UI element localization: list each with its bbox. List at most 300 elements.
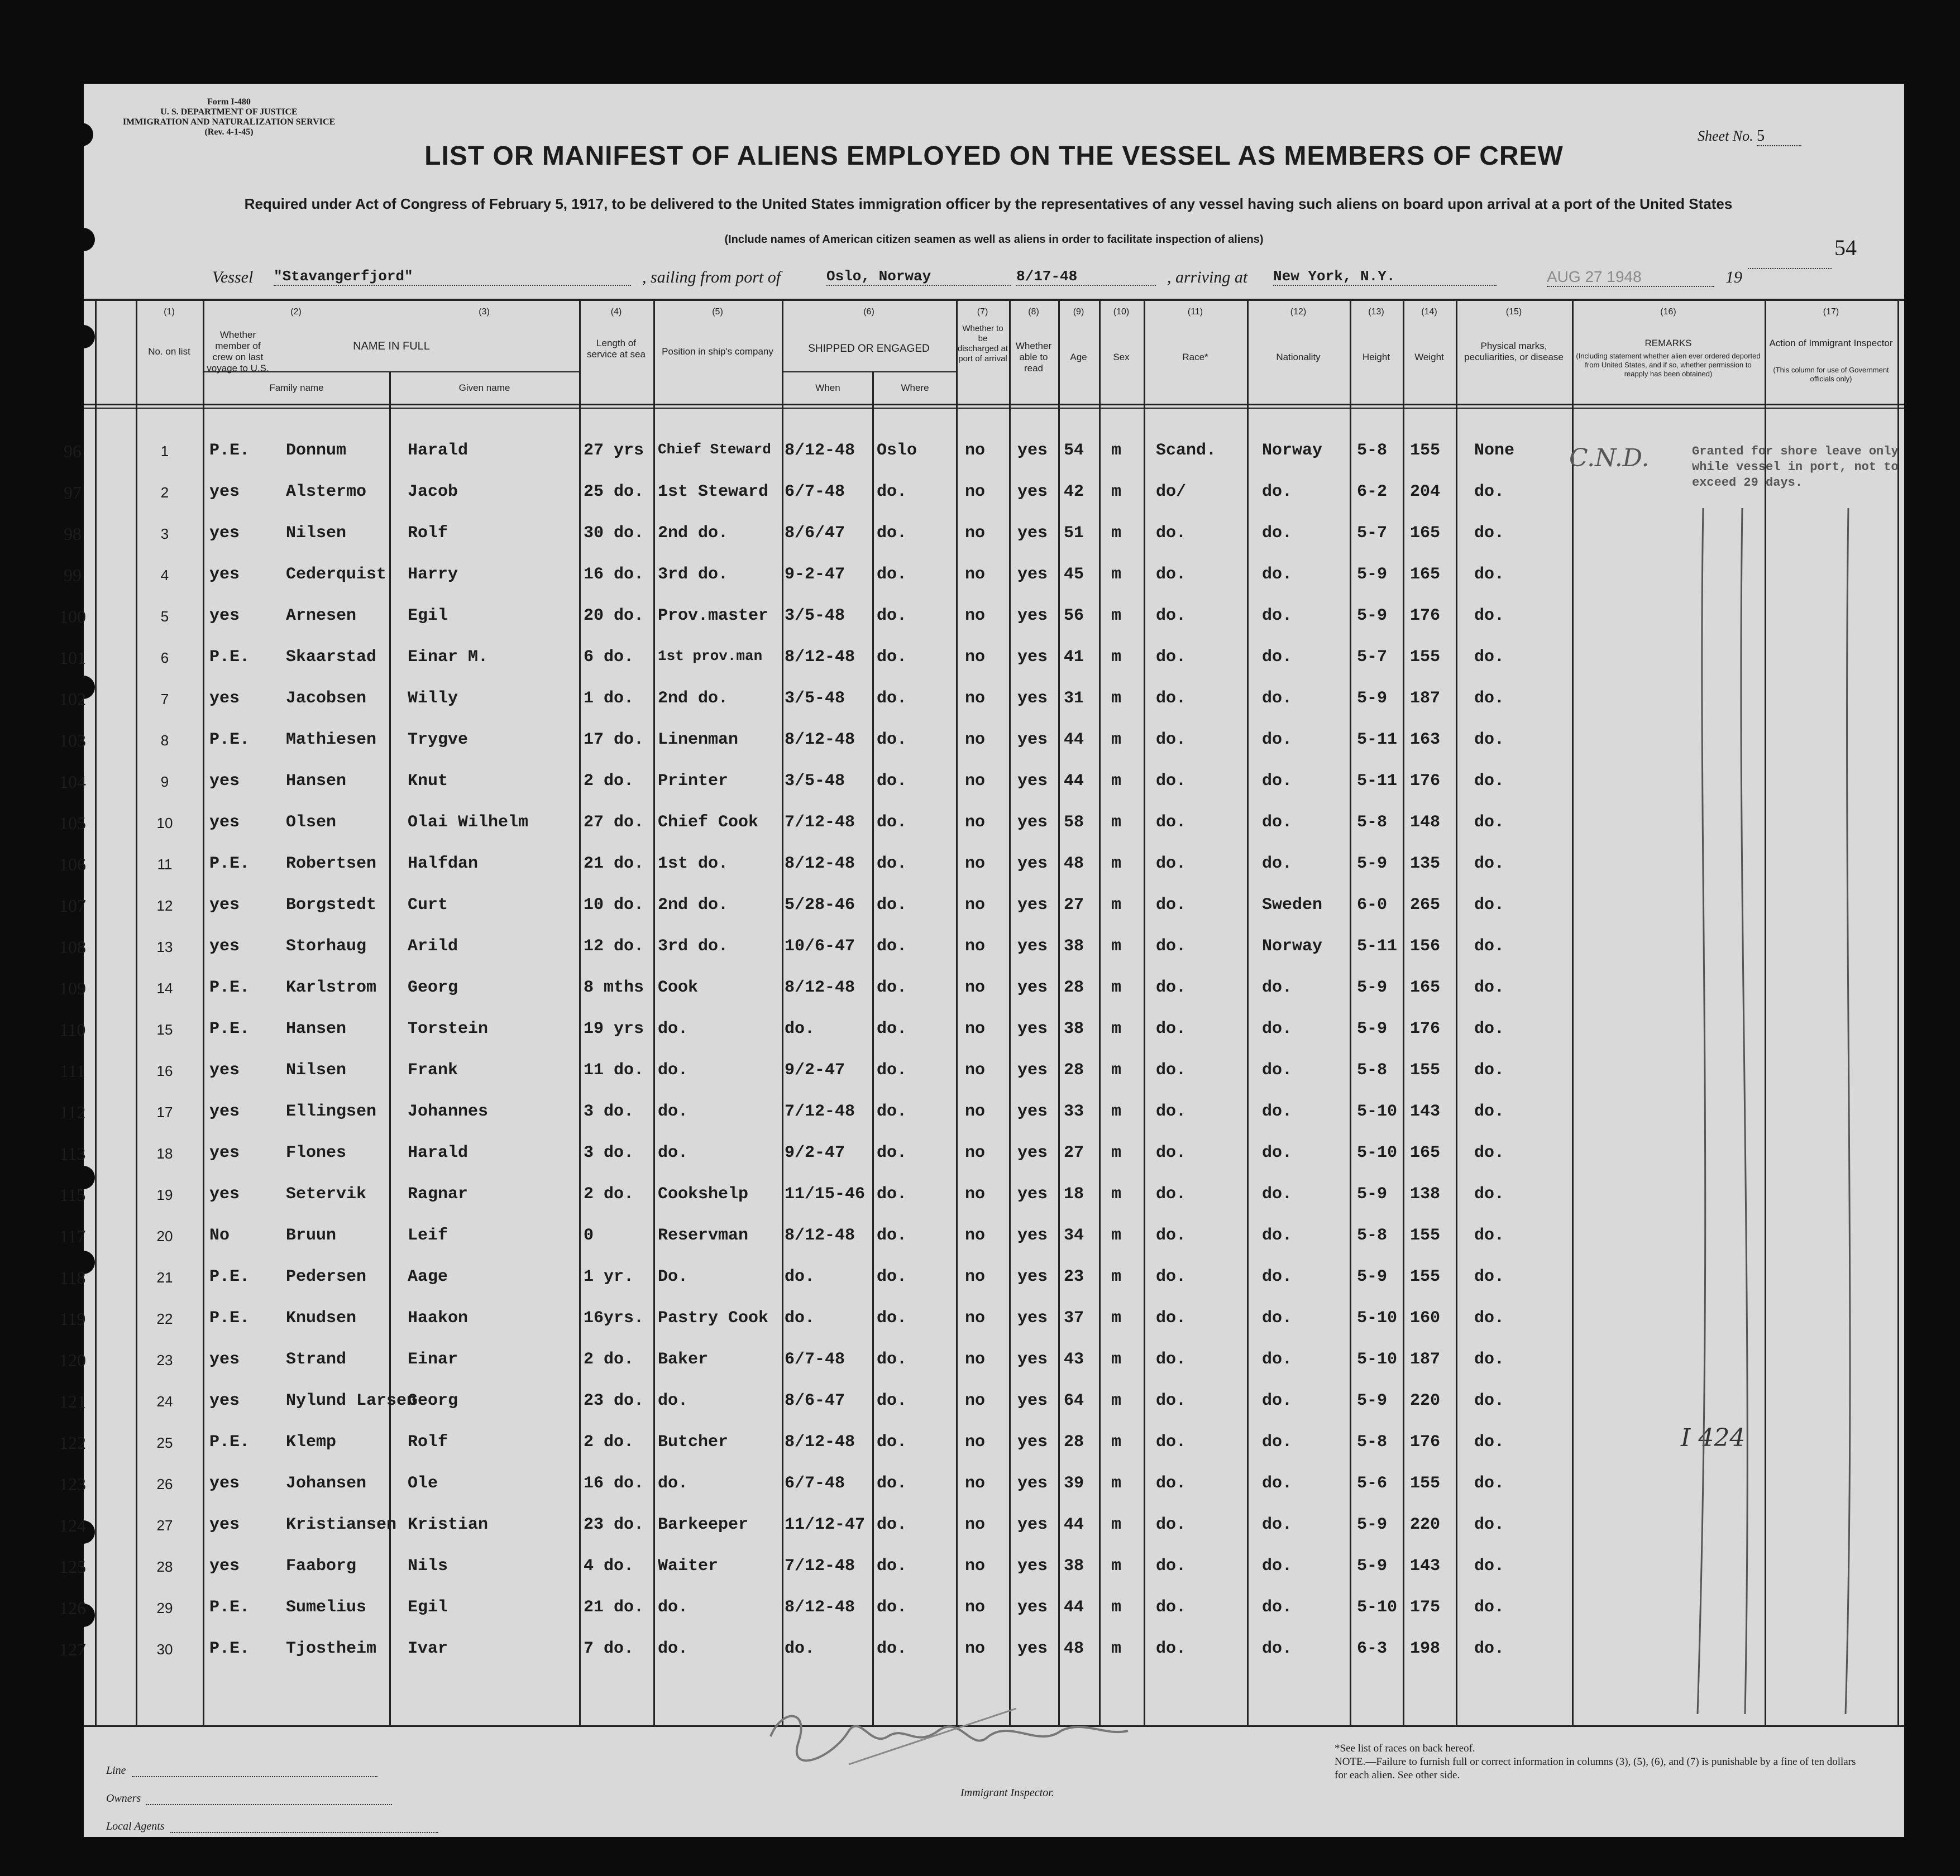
race: do. [1156,896,1187,915]
family-name: Olsen [286,813,337,832]
family-name: Pedersen [286,1267,367,1286]
height: 5-10 [1357,1598,1398,1617]
age: 27 [1064,896,1084,915]
nationality: do. [1262,482,1293,501]
shipped-where: do. [877,606,907,625]
age: 39 [1064,1474,1084,1493]
physical-marks: do. [1474,1391,1505,1410]
line-number: 122 [59,1433,86,1453]
footer-agents-label: Local Agents [106,1820,165,1832]
physical-marks: do. [1474,648,1505,667]
able-to-read: yes [1017,896,1048,915]
discharged: no [965,689,986,708]
able-to-read: yes [1017,1143,1048,1162]
list-number: 30 [156,1641,173,1658]
shipped-when: do. [785,1267,815,1286]
discharged: no [965,606,986,625]
col-14-num: (14) [1421,307,1437,317]
sex: m [1111,1020,1122,1038]
age: 54 [1064,441,1084,460]
length-of-service: 0 [584,1226,594,1245]
col-rule [872,371,874,1725]
height: 6-2 [1357,482,1388,501]
shipped-when: 8/12-48 [785,1598,855,1617]
shipped-where: do. [877,1226,907,1245]
family-name: Johansen [286,1474,367,1493]
crew-last-voyage: P.E. [209,854,250,873]
discharged: no [965,1350,986,1369]
sex: m [1111,937,1122,956]
shipped-when: do. [785,1639,815,1658]
height: 5-9 [1357,1557,1388,1576]
sex: m [1111,1102,1122,1121]
position: Butcher [658,1433,729,1452]
given-name: Frank [408,1061,458,1080]
shipped-where: do. [877,730,907,749]
shipped-where: do. [877,1433,907,1452]
age: 42 [1064,482,1084,501]
length-of-service: 2 do. [584,1350,634,1369]
weight: 220 [1410,1515,1441,1534]
crew-last-voyage: yes [209,813,240,832]
crew-last-voyage: yes [209,1350,240,1369]
footer-notes [1335,1742,1871,1782]
physical-marks: do. [1474,482,1505,501]
col-2-num: (2) [290,307,302,317]
physical-marks: do. [1474,1061,1505,1080]
height: 5-11 [1357,730,1398,749]
family-name: Kristiansen [286,1515,397,1534]
sex: m [1111,813,1122,832]
given-name: Harry [408,565,458,584]
nationality: do. [1262,1143,1293,1162]
shipped-when: 3/5-48 [785,772,845,791]
col-3-label: NAME IN FULL [353,340,430,352]
able-to-read: yes [1017,1557,1048,1576]
sex: m [1111,1391,1122,1410]
position: do. [658,1639,689,1658]
position: 3rd do. [658,937,729,956]
length-of-service: 2 do. [584,772,634,791]
age: 48 [1064,854,1084,873]
length-of-service: 25 do. [584,482,644,501]
position: Barkeeper [658,1515,749,1534]
shipped-where: do. [877,565,907,584]
col-7-num: (7) [977,307,988,317]
weight: 176 [1410,772,1441,791]
weight: 187 [1410,689,1441,708]
able-to-read: yes [1017,1061,1048,1080]
age: 44 [1064,1515,1084,1534]
shipped-when: 7/12-48 [785,1102,855,1121]
list-number: 26 [156,1476,173,1492]
position: do. [658,1391,689,1410]
col-rule [95,299,97,1725]
given-name: Aage [408,1267,448,1286]
discharged: no [965,854,986,873]
weight: 198 [1410,1639,1441,1658]
col-12-label: Nationality [1276,352,1321,362]
family-name: Alstermo [286,482,367,501]
line-number: 125 [59,1557,86,1577]
length-of-service: 1 do. [584,689,634,708]
height: 5-10 [1357,1350,1398,1369]
given-name: Olai Wilhelm [408,813,529,832]
age: 38 [1064,937,1084,956]
weight: 155 [1410,1267,1441,1286]
physical-marks: do. [1474,1185,1505,1204]
shipped-when: 11/15-46 [785,1185,866,1204]
penalty-note: NOTE.—Failure to furnish full or correct information in columns (3), (5), (6), and (7) is punishable by a fine of ten dollars for each alien. See other side. [1335,1756,1856,1781]
crew-last-voyage: P.E. [209,1639,250,1658]
line-number: 119 [59,1309,86,1329]
position: do. [658,1474,689,1493]
sex: m [1111,1474,1122,1493]
discharged: no [965,1598,986,1617]
race: do. [1156,854,1187,873]
nationality: do. [1262,1474,1293,1493]
weight: 176 [1410,1433,1441,1452]
line-number: 111 [60,1061,85,1081]
nationality: do. [1262,689,1293,708]
height: 5-9 [1357,606,1388,625]
given-name: Ragnar [408,1185,469,1204]
list-number: 27 [156,1517,173,1534]
weight: 165 [1410,978,1441,997]
height: 5-9 [1357,978,1388,997]
col-15-num: (15) [1505,307,1522,317]
nationality: Norway [1262,441,1323,460]
line-number: 113 [59,1143,86,1164]
page-title: LIST OR MANIFEST OF ALIENS EMPLOYED ON THE VESSEL AS MEMBERS OF CREW [424,141,1564,171]
weight: 204 [1410,482,1441,501]
nationality: do. [1262,978,1293,997]
weight: 165 [1410,524,1441,543]
physical-marks: do. [1474,937,1505,956]
crew-last-voyage: yes [209,565,240,584]
family-name: Tjostheim [286,1639,377,1658]
col-11-label: Race* [1182,352,1208,362]
list-number: 10 [156,815,173,831]
col-10-num: (10) [1113,307,1130,317]
col-16-sub-label: (Including statement whether alien ever ordered deported from United States, and if so, whether permission to reapply has been obtained) [1576,352,1761,378]
col-9-num: (9) [1073,307,1084,317]
col-rule [136,299,137,1725]
col-2-label: Whether member of crew on last voyage to U.S. [207,329,269,374]
col-4-label: Length of service at sea [587,338,646,360]
list-number: 29 [156,1600,173,1616]
family-name: Nylund Larsen [286,1391,417,1410]
discharged: no [965,1391,986,1410]
line-number: 106 [59,854,86,874]
shipped-when: 3/5-48 [785,689,845,708]
age: 27 [1064,1143,1084,1162]
physical-marks: do. [1474,978,1505,997]
table-top-rule [84,299,1904,301]
crew-last-voyage: yes [209,1102,240,1121]
able-to-read: yes [1017,772,1048,791]
col-13-label: Height [1362,352,1390,362]
length-of-service: 23 do. [584,1391,644,1410]
family-name: Skaarstad [286,648,377,667]
year-label: 19 [1725,268,1742,286]
col-5-label: Position in ship's company [662,346,773,357]
able-to-read: yes [1017,1350,1048,1369]
height: 5-9 [1357,1185,1388,1204]
header-bottom-rule-2 [84,408,1904,409]
discharged: no [965,896,986,915]
race: do. [1156,978,1187,997]
sex: m [1111,1557,1122,1576]
shipped-when: 10/6-47 [785,937,855,956]
height: 5-8 [1357,1226,1388,1245]
nationality: do. [1262,1185,1293,1204]
races-note: *See list of races on back hereof. [1335,1743,1475,1754]
nationality: do. [1262,648,1293,667]
discharged: no [965,1143,986,1162]
height: 5-9 [1357,565,1388,584]
able-to-read: yes [1017,1102,1048,1121]
discharged: no [965,1185,986,1204]
shipped-where: do. [877,937,907,956]
discharged: no [965,813,986,832]
given-name: Willy [408,689,458,708]
given-name: Johannes [408,1102,489,1121]
shipped-where: do. [877,854,907,873]
list-number: 17 [156,1104,173,1121]
list-number: 22 [156,1310,173,1327]
list-number: 12 [156,897,173,914]
physical-marks: do. [1474,1433,1505,1452]
nationality: do. [1262,1267,1293,1286]
weight: 155 [1410,1226,1441,1245]
race: do. [1156,813,1187,832]
given-name: Georg [408,978,458,997]
physical-marks: do. [1474,1102,1505,1121]
sex: m [1111,1515,1122,1534]
nationality: do. [1262,1102,1293,1121]
crew-last-voyage: yes [209,1185,240,1204]
height: 5-11 [1357,772,1398,791]
family-name: Klemp [286,1433,337,1452]
arriving-label: , arriving at [1167,268,1248,286]
discharged: no [965,978,986,997]
physical-marks: do. [1474,1020,1505,1038]
family-name: Sumelius [286,1598,367,1617]
discharged: no [965,1515,986,1534]
col-rule [1403,299,1404,1725]
footer-line [106,1764,377,1777]
height: 5-9 [1357,1515,1388,1534]
shipped-when: 6/7-48 [785,1350,845,1369]
line-number: 103 [59,730,86,750]
shipped-subheader-rule [782,371,956,372]
length-of-service: 17 do. [584,730,644,749]
list-number: 5 [160,608,169,625]
crew-last-voyage: P.E. [209,1433,250,1452]
shipped-where: do. [877,1061,907,1080]
able-to-read: yes [1017,1639,1048,1658]
able-to-read: yes [1017,648,1048,667]
sex: m [1111,482,1122,501]
list-number: 2 [160,484,169,501]
able-to-read: yes [1017,854,1048,873]
include-note: (Include names of American citizen seamen as well as aliens in order to facilitate inspection of aliens) [724,233,1264,246]
physical-marks: do. [1474,1474,1505,1493]
sex: m [1111,524,1122,543]
sheet-number-value: 5 [1757,127,1801,146]
col-6-when-label: When [815,382,840,393]
sex: m [1111,730,1122,749]
able-to-read: yes [1017,565,1048,584]
race: do. [1156,937,1187,956]
shipped-where: do. [877,772,907,791]
position: Do. [658,1267,689,1286]
list-number: 18 [156,1145,173,1162]
line-number: 127 [59,1639,86,1659]
requirement-text: Required under Act of Congress of February 5, 1917, to be delivered to the United States immigration officer by the representatives of any vessel having such aliens on board upon arrival at a port of the United States [244,195,1733,212]
line-number: 96 [64,441,82,461]
shipped-where: do. [877,896,907,915]
list-number: 13 [156,939,173,955]
family-name: Nilsen [286,524,347,543]
height: 5-11 [1357,937,1398,956]
shipped-where: do. [877,1515,907,1534]
race: do. [1156,1433,1187,1452]
sex: m [1111,1598,1122,1617]
race: do. [1156,689,1187,708]
discharged: no [965,1557,986,1576]
family-name: Setervik [286,1185,367,1204]
weight: 176 [1410,606,1441,625]
sex: m [1111,606,1122,625]
physical-marks: None [1474,441,1515,460]
length-of-service: 16yrs. [584,1309,644,1328]
family-name: Jacobsen [286,689,367,708]
nationality: do. [1262,1020,1293,1038]
race: do. [1156,1143,1187,1162]
shipped-where: do. [877,648,907,667]
race: do. [1156,1639,1187,1658]
line-number: 124 [59,1515,86,1535]
given-name: Kristian [408,1515,489,1534]
weight: 165 [1410,565,1441,584]
height: 5-9 [1357,1020,1388,1038]
nationality: do. [1262,1309,1293,1328]
weight: 135 [1410,854,1441,873]
nationality: do. [1262,854,1293,873]
col-rule [653,299,655,1725]
discharged: no [965,1102,986,1121]
given-name: Einar [408,1350,458,1369]
weight: 265 [1410,896,1441,915]
sex: m [1111,978,1122,997]
position: Cook [658,978,699,997]
length-of-service: 27 do. [584,813,644,832]
col-17-sub-label: (This column for use of Government officials only) [1773,366,1889,383]
race: do. [1156,1226,1187,1245]
shipped-when: 6/7-48 [785,1474,845,1493]
length-of-service: 12 do. [584,937,644,956]
shipped-when: do. [785,1020,815,1038]
sex: m [1111,648,1122,667]
family-name: Hansen [286,1020,347,1038]
age: 28 [1064,978,1084,997]
given-name: Harald [408,441,469,460]
shipped-where: do. [877,978,907,997]
col-5-num: (5) [712,307,723,317]
age: 31 [1064,689,1084,708]
position: 2nd do. [658,689,729,708]
col-14-label: Weight [1414,352,1444,362]
able-to-read: yes [1017,689,1048,708]
length-of-service: 3 do. [584,1143,634,1162]
discharged: no [965,730,986,749]
nationality: do. [1262,1391,1293,1410]
discharged: no [965,441,986,460]
position: do. [658,1102,689,1121]
length-of-service: 2 do. [584,1433,634,1452]
line-number: 107 [59,896,86,916]
race: do. [1156,1350,1187,1369]
race: do. [1156,772,1187,791]
nationality: do. [1262,1639,1293,1658]
physical-marks: do. [1474,606,1505,625]
col-6-where-label: Where [901,382,929,393]
position: do. [658,1061,689,1080]
shipped-when: 7/12-48 [785,813,855,832]
shipped-where: do. [877,1557,907,1576]
weight: 187 [1410,1350,1441,1369]
position: Prov.master [658,606,769,625]
height: 5-9 [1357,1267,1388,1286]
age: 43 [1064,1350,1084,1369]
line-number: 100 [59,606,86,626]
line-number: 109 [59,978,86,998]
line-number: 98 [64,524,82,544]
form-number: Form I-480 [207,97,251,107]
crew-last-voyage: yes [209,1515,240,1534]
col-12-num: (12) [1290,307,1307,317]
col-8-label: Whether able to read [1015,341,1052,374]
age: 44 [1064,730,1084,749]
crew-last-voyage: P.E. [209,730,250,749]
physical-marks: do. [1474,1309,1505,1328]
vessel-name: "Stavangerfjord" [274,268,631,286]
position: Reservman [658,1226,749,1245]
discharged: no [965,1433,986,1452]
punch-hole-icon [71,325,95,348]
physical-marks: do. [1474,1515,1505,1534]
weight: 160 [1410,1309,1441,1328]
col-rule [1350,299,1351,1725]
shipped-when: 11/12-47 [785,1515,866,1534]
shipped-when: 8/12-48 [785,1226,855,1245]
crew-last-voyage: yes [209,1474,240,1493]
length-of-service: 30 do. [584,524,644,543]
age: 48 [1064,1639,1084,1658]
nationality: do. [1262,772,1293,791]
col-10-label: Sex [1113,352,1130,362]
length-of-service: 8 mths [584,978,644,997]
given-name: Harald [408,1143,469,1162]
position: Cookshelp [658,1185,749,1204]
list-number: 7 [160,691,169,707]
col-rule [782,299,783,1725]
given-name: Knut [408,772,448,791]
crew-last-voyage: yes [209,1143,240,1162]
crew-last-voyage: yes [209,689,240,708]
